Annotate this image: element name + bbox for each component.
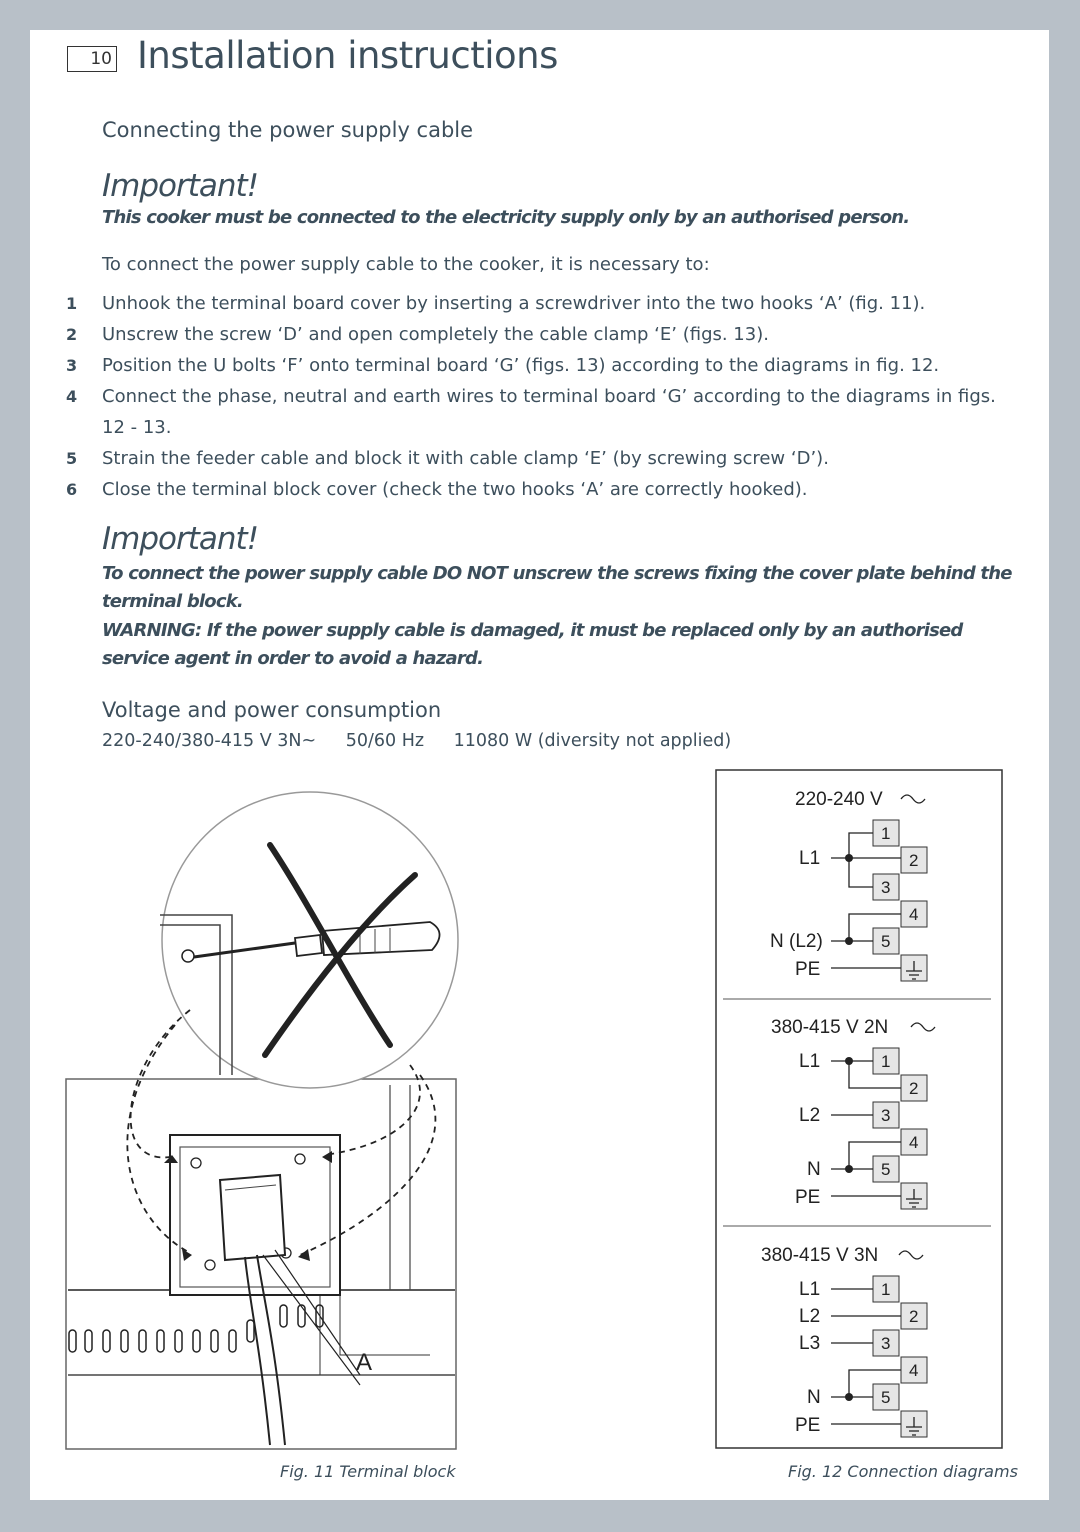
step-number: 4 (66, 387, 78, 406)
label-a: A (356, 1349, 373, 1376)
important-heading-2: Important! (102, 521, 259, 557)
svg-text:4: 4 (909, 1133, 919, 1152)
frequency-value: 50/60 Hz (345, 731, 425, 751)
page-number: 10 (67, 46, 117, 72)
diagram2-n: N (807, 1159, 821, 1180)
terminal-block-illustration (60, 785, 470, 1455)
diagram3-l3: L3 (799, 1333, 821, 1354)
diagram3-l2: L2 (799, 1306, 821, 1327)
svg-text:2: 2 (909, 851, 919, 870)
intro-text: To connect the power supply cable to the cooker, it is necessary to: (102, 254, 710, 275)
diagram1-pe: PE (795, 959, 821, 980)
svg-text:5: 5 (881, 1388, 891, 1407)
important-text-1: This cooker must be connected to the electricity supply only by an authorised person. (102, 207, 910, 228)
list-item (66, 474, 1001, 505)
important-text-2a: To connect the power supply cable DO NOT unscrew the screws fixing the cover plate behind the terminal block. (102, 563, 1012, 612)
diagram2-title: 380-415 V 2N (771, 1017, 889, 1038)
list-item (66, 350, 1001, 381)
section-heading-power-cable: Connecting the power supply cable (102, 118, 474, 142)
step-number: 1 (66, 294, 78, 313)
list-item (66, 381, 1001, 443)
step-text: Connect the phase, neutral and earth wires to terminal board ‘G’ according to the diagrams in figs. 12 - 13. (102, 386, 996, 438)
step-text: Position the U bolts ‘F’ onto terminal board ‘G’ (figs. 13) according to the diagrams in fig. 12. (102, 355, 940, 376)
list-item (66, 319, 1001, 350)
step-number: 3 (66, 356, 78, 375)
svg-text:4: 4 (909, 905, 919, 924)
diagram3-l1: L1 (799, 1279, 821, 1300)
svg-text:3: 3 (881, 1334, 891, 1353)
diagram3-title: 380-415 V 3N (761, 1245, 879, 1266)
diagram1-title: 220-240 V (795, 789, 883, 810)
step-text: Strain the feeder cable and block it with cable clamp ‘E’ (by screwing screw ‘D’). (102, 448, 829, 469)
important-heading-1: Important! (102, 168, 259, 204)
step-text: Unscrew the screw ‘D’ and open completely the cable clamp ‘E’ (figs. 13). (102, 324, 769, 345)
svg-text:3: 3 (881, 1106, 891, 1125)
svg-text:4: 4 (909, 1361, 919, 1380)
svg-text:3: 3 (881, 878, 891, 897)
voltage-value: 220-240/380-415 V 3N~ (102, 731, 317, 751)
diagram3-n: N (807, 1387, 821, 1408)
power-value: 11080 W (diversity not applied) (453, 731, 732, 751)
diagram1-n: N (L2) (770, 931, 823, 952)
svg-text:1: 1 (881, 1052, 891, 1071)
svg-text:2: 2 (909, 1307, 919, 1326)
voltage-line (102, 731, 755, 751)
svg-text:5: 5 (881, 932, 891, 951)
fig11-caption: Fig. 11 Terminal block (280, 1462, 456, 1481)
svg-text:1: 1 (881, 1280, 891, 1299)
svg-text:2: 2 (909, 1079, 919, 1098)
page-title: Installation instructions (137, 34, 558, 77)
svg-text:1: 1 (881, 824, 891, 843)
diagram2-l1: L1 (799, 1051, 821, 1072)
diagram2-pe: PE (795, 1187, 821, 1208)
diagram2-l2: L2 (799, 1105, 821, 1126)
section-heading-voltage: Voltage and power consumption (102, 698, 442, 722)
step-number: 5 (66, 449, 78, 468)
important-text-2b: WARNING: If the power supply cable is damaged, it must be replaced only by an authorised service agent in order to avoid a hazard. (102, 620, 963, 669)
step-number: 6 (66, 480, 78, 499)
svg-text:5: 5 (881, 1160, 891, 1179)
diagram3-pe: PE (795, 1415, 821, 1436)
list-item (66, 288, 1001, 319)
list-item (66, 443, 1001, 474)
step-number: 2 (66, 325, 78, 344)
diagram1-l1: L1 (799, 848, 821, 869)
step-text: Unhook the terminal board cover by inserting a screwdriver into the two hooks ‘A’ (fig. 11). (102, 293, 926, 314)
fig12-caption: Fig. 12 Connection diagrams (788, 1462, 1018, 1481)
connection-diagrams (715, 769, 1005, 1451)
step-text: Close the terminal block cover (check the two hooks ‘A’ are correctly hooked). (102, 479, 808, 500)
